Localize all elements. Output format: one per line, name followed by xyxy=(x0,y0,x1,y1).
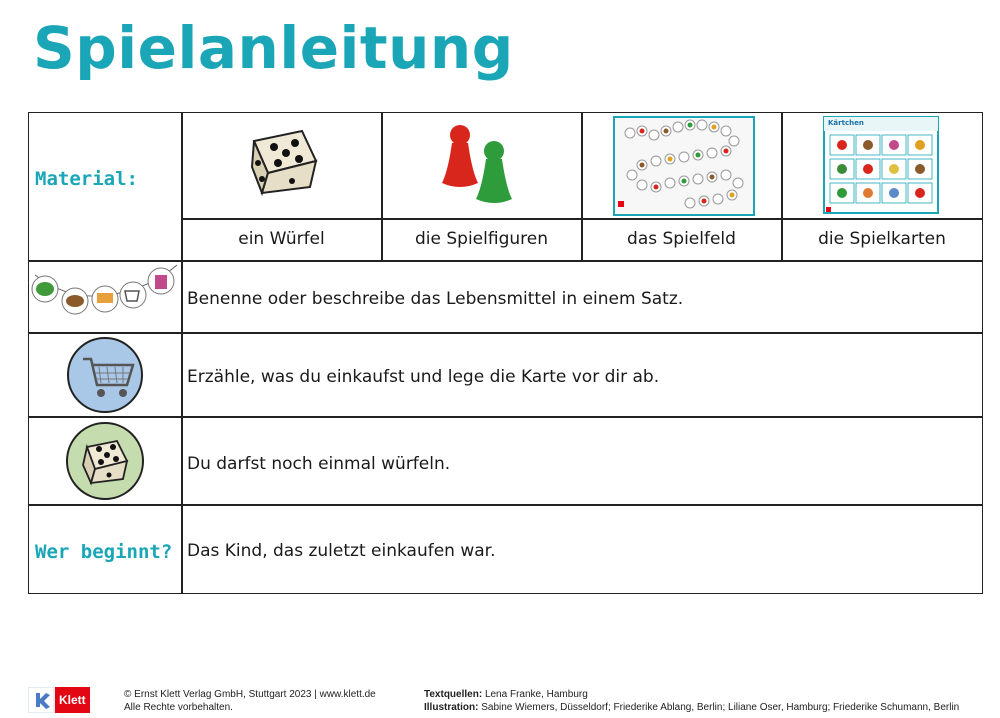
material-caption-cards: die Spielkarten xyxy=(818,229,946,249)
material-die xyxy=(182,113,381,218)
rule-text-cart: Erzähle, was du einkaufst und lege die Karte vor dir ab. xyxy=(187,367,660,387)
rule-icon-cart xyxy=(29,333,181,417)
rule-icon-die xyxy=(29,417,181,505)
text-sources: Lena Franke, Hamburg xyxy=(484,689,588,700)
starter-text: Das Kind, das zuletzt einkaufen war. xyxy=(187,541,496,561)
instruction-table xyxy=(28,112,983,594)
footer-credits xyxy=(424,688,959,714)
material-caption-die: ein Würfel xyxy=(238,229,325,249)
page-title: Spielanleitung xyxy=(33,14,514,82)
klett-logo xyxy=(28,687,90,713)
text-sources-label: Textquellen: xyxy=(424,689,483,700)
illustration-credits: Sabine Wiemers, Düsseldorf; Friederike Ablang, Berlin; Liliane Oser, Hamburg; Friederike Schumann, Berlin xyxy=(481,702,960,713)
shopping-cart-icon xyxy=(29,333,181,417)
cards-title: Kärtchen xyxy=(828,119,864,127)
material-board xyxy=(582,113,781,218)
copyright-text: © Ernst Klett Verlag GmbH, Stuttgart 2023 | www.klett.de xyxy=(124,689,376,700)
rule-text-food: Benenne oder beschreibe das Lebensmittel in einem Satz. xyxy=(187,289,684,309)
die-icon xyxy=(182,113,381,218)
game-pieces-icon xyxy=(382,113,581,218)
material-caption-pieces: die Spielfiguren xyxy=(415,229,548,249)
material-pieces xyxy=(382,113,581,218)
game-cards-icon xyxy=(782,113,982,218)
rule-text-die: Du darfst noch einmal würfeln. xyxy=(187,454,451,474)
rule-icon-food xyxy=(29,261,181,332)
game-board-icon xyxy=(582,113,781,218)
footer-copyright xyxy=(124,688,376,714)
food-items-icon xyxy=(29,261,181,332)
logo-text: Klett xyxy=(59,693,86,707)
illustration-label: Illustration: xyxy=(424,702,479,713)
roll-again-die-icon xyxy=(29,417,181,505)
rights-text: Alle Rechte vorbehalten. xyxy=(124,702,233,713)
material-label: Material: xyxy=(35,168,138,190)
starter-label: Wer beginnt? xyxy=(35,541,173,563)
material-caption-board: das Spielfeld xyxy=(627,229,736,249)
material-cards xyxy=(782,113,982,218)
